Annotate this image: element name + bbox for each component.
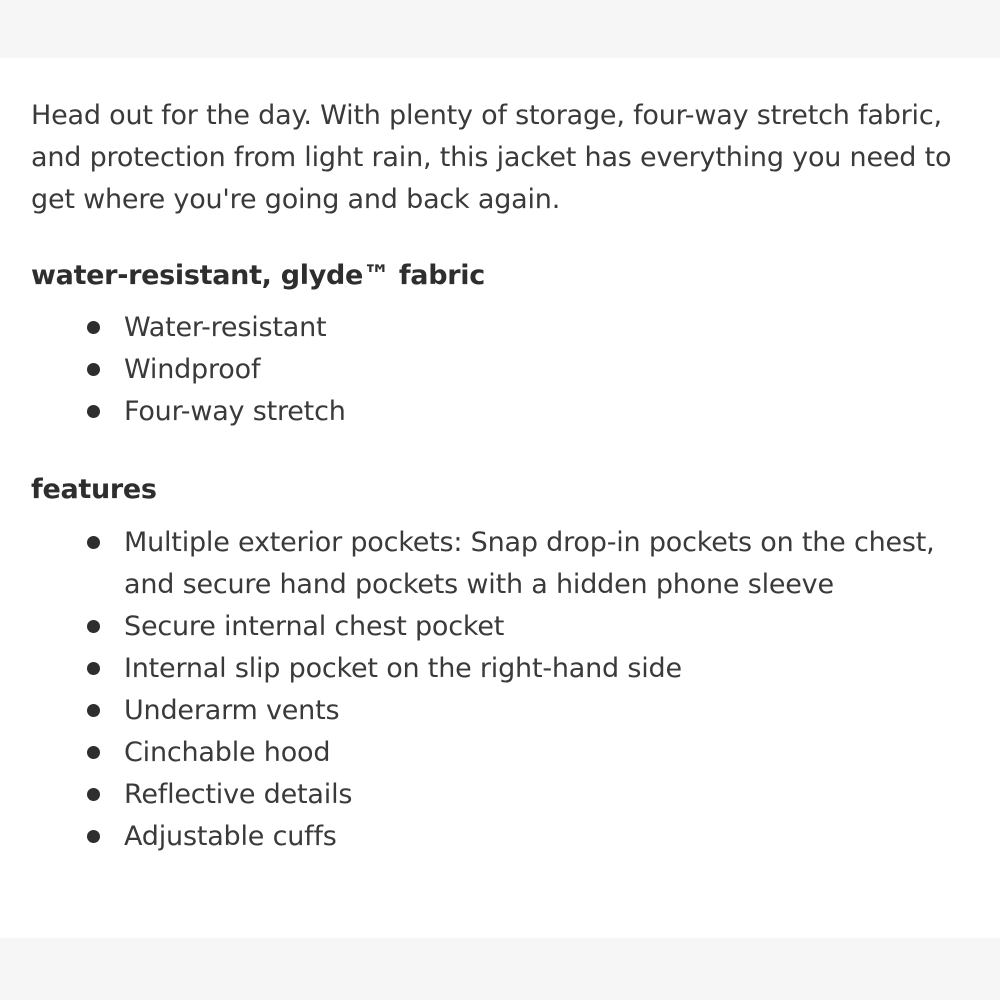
list-item bbox=[124, 307, 974, 349]
bullet-icon bbox=[87, 704, 100, 717]
features-section-heading: features bbox=[31, 474, 157, 505]
list-item-text: Secure internal chest pocket bbox=[124, 611, 505, 642]
list-item-text: Reflective details bbox=[124, 779, 353, 810]
product-intro-text: Head out for the day. With plenty of storage, four-way stretch fabric, and protection from light rain, this jacket has everything you need to get where you're going and back again. bbox=[31, 100, 952, 215]
list-item-text: Cinchable hood bbox=[124, 737, 331, 768]
bullet-icon bbox=[87, 363, 100, 376]
bullet-icon bbox=[87, 746, 100, 759]
list-item bbox=[124, 349, 974, 391]
bullet-icon bbox=[87, 536, 100, 549]
list-item-text: Internal slip pocket on the right-hand side bbox=[124, 653, 682, 684]
bullet-icon bbox=[87, 620, 100, 633]
bullet-icon bbox=[87, 321, 100, 334]
list-item-text: Underarm vents bbox=[124, 695, 340, 726]
list-item-text: Water-resistant bbox=[124, 312, 327, 343]
list-item-text: Four-way stretch bbox=[124, 396, 346, 427]
bullet-icon bbox=[87, 830, 100, 843]
list-item bbox=[124, 774, 974, 816]
list-item-text: Windproof bbox=[124, 354, 261, 385]
bullet-icon bbox=[87, 788, 100, 801]
list-item bbox=[124, 606, 974, 648]
bullet-icon bbox=[87, 405, 100, 418]
list-item bbox=[124, 816, 974, 858]
fabric-section-heading: water-resistant, glyde™ fabric bbox=[31, 260, 485, 291]
bullet-icon bbox=[87, 662, 100, 675]
list-item bbox=[124, 522, 974, 606]
list-item bbox=[124, 690, 974, 732]
list-item bbox=[124, 732, 974, 774]
list-item-text: Multiple exterior pockets: Snap drop-in pockets on the chest, and secure hand pockets with a hidden phone sleeve bbox=[124, 527, 935, 600]
list-item-text: Adjustable cuffs bbox=[124, 821, 337, 852]
fabric-list bbox=[124, 307, 974, 433]
list-item bbox=[124, 391, 974, 433]
features-list bbox=[124, 522, 974, 858]
list-item bbox=[124, 648, 974, 690]
